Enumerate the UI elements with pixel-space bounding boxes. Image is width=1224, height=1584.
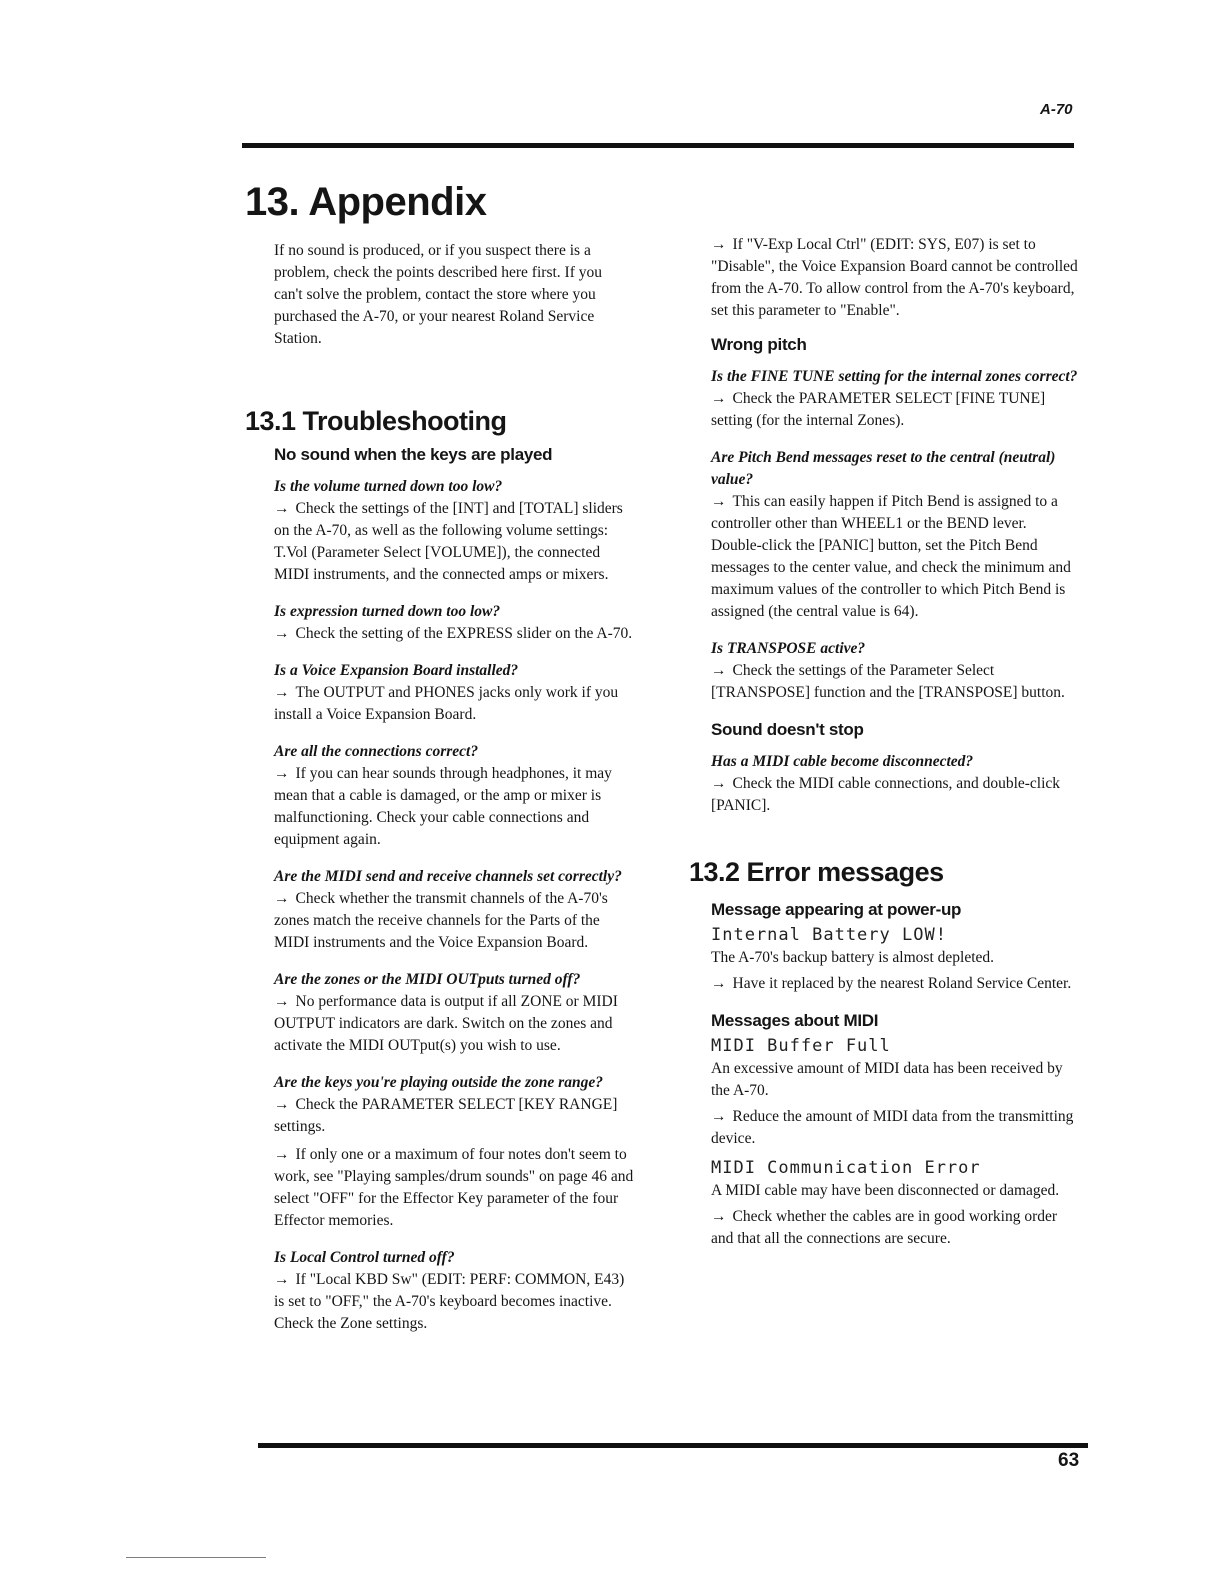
arrow-icon: → xyxy=(711,1108,727,1125)
answer xyxy=(274,623,634,645)
arrow-icon: → xyxy=(711,390,727,407)
arrow-icon: → xyxy=(274,684,290,701)
answer-text: Check the settings of the Parameter Select [TRANSPOSE] function and the [TRANSPOSE] button. xyxy=(711,662,1065,701)
answer-text: Check the settings of the [INT] and [TOTAL] sliders on the A-70, as well as the following volume settings: T.Vol (Parameter Select [VOLUME]), the connected MIDI instruments, and the connected amps or mixers. xyxy=(274,500,623,583)
answer xyxy=(274,1094,634,1138)
answer xyxy=(274,763,634,851)
subsection-power-up-heading: Message appearing at power-up xyxy=(711,900,962,919)
question: Is the volume turned down too low? xyxy=(274,478,503,495)
question: Are all the connections correct? xyxy=(274,743,479,760)
subsection-no-sound-heading: No sound when the keys are played xyxy=(274,445,553,464)
answer xyxy=(274,1144,634,1232)
left-column xyxy=(245,240,634,1350)
list-item xyxy=(711,366,1081,432)
answer xyxy=(711,773,1081,817)
answer xyxy=(711,388,1081,432)
description: A MIDI cable may have been disconnected or damaged. xyxy=(711,1182,1060,1199)
question: Are the MIDI send and receive channels set correctly? xyxy=(274,868,622,885)
link-underline xyxy=(126,1557,266,1558)
answer xyxy=(274,682,634,726)
answer xyxy=(274,498,634,586)
arrow-icon: → xyxy=(711,493,727,510)
answer xyxy=(274,1269,634,1335)
arrow-icon: → xyxy=(274,1271,290,1288)
list-item xyxy=(274,969,634,1057)
list-item xyxy=(711,447,1081,623)
list-item xyxy=(711,923,1081,995)
answer-text: Check the MIDI cable connections, and double-click [PANIC]. xyxy=(711,775,1061,814)
answer xyxy=(711,1106,1081,1150)
arrow-icon: → xyxy=(274,765,290,782)
answer xyxy=(711,1206,1081,1250)
answer-text: Reduce the amount of MIDI data from the transmitting device. xyxy=(711,1108,1074,1147)
page-number: 63 xyxy=(1058,1450,1080,1471)
list-item xyxy=(711,751,1081,817)
list-item xyxy=(274,1247,634,1335)
question: Is TRANSPOSE active? xyxy=(711,640,866,657)
question: Is the FINE TUNE setting for the internal zones correct? xyxy=(711,368,1078,385)
answer-text: If "V-Exp Local Ctrl" (EDIT: SYS, E07) is set to "Disable", the Voice Expansion Board cannot be controlled from the A-70. To allow control from the A-70's keyboard, set this parameter to "Enable". xyxy=(711,236,1078,319)
question: Is expression turned down too low? xyxy=(274,603,501,620)
list-item xyxy=(274,741,634,851)
list-item xyxy=(274,601,634,645)
answer xyxy=(274,888,634,954)
question: Is a Voice Expansion Board installed? xyxy=(274,662,519,679)
arrow-icon: → xyxy=(711,236,727,253)
answer-text: The OUTPUT and PHONES jacks only work if you install a Voice Expansion Board. xyxy=(274,684,619,723)
answer-text: If you can hear sounds through headphones, it may mean that a cable is damaged, or the amp or mixer is malfunctioning. Check your cable connections and equipment again. xyxy=(274,765,612,848)
intro-paragraph: If no sound is produced, or if you suspect there is a problem, check the points described here first. If you can't solve the problem, contact the store where you purchased the A-70, or your nearest Roland Service Station. xyxy=(274,242,602,347)
list-item xyxy=(711,1156,1081,1250)
list-item xyxy=(711,638,1081,704)
description: An excessive amount of MIDI data has been received by the A-70. xyxy=(711,1060,1063,1099)
answer xyxy=(711,491,1081,623)
list-item xyxy=(274,476,634,586)
question: Are the keys you're playing outside the zone range? xyxy=(274,1074,603,1091)
list-item xyxy=(274,866,634,954)
answer-text: Check the PARAMETER SELECT [KEY RANGE] settings. xyxy=(274,1096,618,1135)
arrow-icon: → xyxy=(274,1146,290,1163)
list-item xyxy=(274,1072,634,1232)
question: Are the zones or the MIDI OUTputs turned off? xyxy=(274,971,581,988)
question: Are Pitch Bend messages reset to the central (neutral) value? xyxy=(711,449,1056,488)
subsection-midi-messages-heading: Messages about MIDI xyxy=(711,1011,879,1030)
subsection-wrong-pitch-heading: Wrong pitch xyxy=(711,335,807,354)
question: Is Local Control turned off? xyxy=(274,1249,455,1266)
answer-text: Check the setting of the EXPRESS slider on the A-70. xyxy=(295,625,633,642)
arrow-icon: → xyxy=(711,662,727,679)
description: The A-70's backup battery is almost depleted. xyxy=(711,949,995,966)
answer xyxy=(711,660,1081,704)
arrow-icon: → xyxy=(274,890,290,907)
answer-text: Check whether the transmit channels of the A-70's zones match the receive channels for the Parts of the MIDI instruments and the Voice Expansion Board. xyxy=(274,890,608,951)
arrow-icon: → xyxy=(274,500,290,517)
arrow-icon: → xyxy=(274,1096,290,1113)
answer-text: No performance data is output if all ZONE or MIDI OUTPUT indicators are dark. Switch on the zones and activate the MIDI OUTput(s) you wish to use. xyxy=(274,993,618,1054)
answer xyxy=(711,973,1081,995)
arrow-icon: → xyxy=(274,993,290,1010)
section-troubleshooting-heading: 13.1 Troubleshooting xyxy=(245,406,507,436)
list-item xyxy=(711,1034,1081,1150)
answer-text: If only one or a maximum of four notes don't seem to work, see "Playing samples/drum sounds" on page 46 and select "OFF" for the Effector Key parameter of the four Effector memories. xyxy=(274,1146,634,1229)
model-label: A-70 xyxy=(1040,101,1073,118)
section-error-messages-heading: 13.2 Error messages xyxy=(689,857,944,887)
answer-text: Check whether the cables are in good working order and that all the connections are secure. xyxy=(711,1208,1058,1247)
right-column xyxy=(689,234,1081,1265)
arrow-icon: → xyxy=(711,975,727,992)
answer-text: If "Local KBD Sw" (EDIT: PERF: COMMON, E43) is set to "OFF," the A-70's keyboard becomes inactive. Check the Zone settings. xyxy=(274,1271,625,1332)
top-rule xyxy=(242,143,1074,148)
list-item xyxy=(274,660,634,726)
bottom-rule xyxy=(258,1443,1088,1448)
answer xyxy=(274,991,634,1057)
arrow-icon: → xyxy=(711,775,727,792)
lcd-message: MIDI Communication Error xyxy=(711,1158,981,1178)
lcd-message: MIDI Buffer Full xyxy=(711,1036,891,1056)
page-title: 13. Appendix xyxy=(245,180,487,224)
answer-text: Check the PARAMETER SELECT [FINE TUNE] setting (for the internal Zones). xyxy=(711,390,1046,429)
subsection-sound-doesnt-stop-heading: Sound doesn't stop xyxy=(711,720,864,739)
arrow-icon: → xyxy=(274,625,290,642)
answer-text: Have it replaced by the nearest Roland Service Center. xyxy=(732,975,1072,992)
answer-text: This can easily happen if Pitch Bend is assigned to a controller other than WHEEL1 or the BEND lever. Double-click the [PANIC] button, set the Pitch Bend messages to the center value, and check the minimum and maximum values of the controller to which Pitch Bend is assigned (the central value is 64). xyxy=(711,493,1071,620)
question: Has a MIDI cable become disconnected? xyxy=(711,753,974,770)
arrow-icon: → xyxy=(711,1208,727,1225)
lcd-message: Internal Battery LOW! xyxy=(711,925,947,945)
answer xyxy=(711,234,1081,322)
